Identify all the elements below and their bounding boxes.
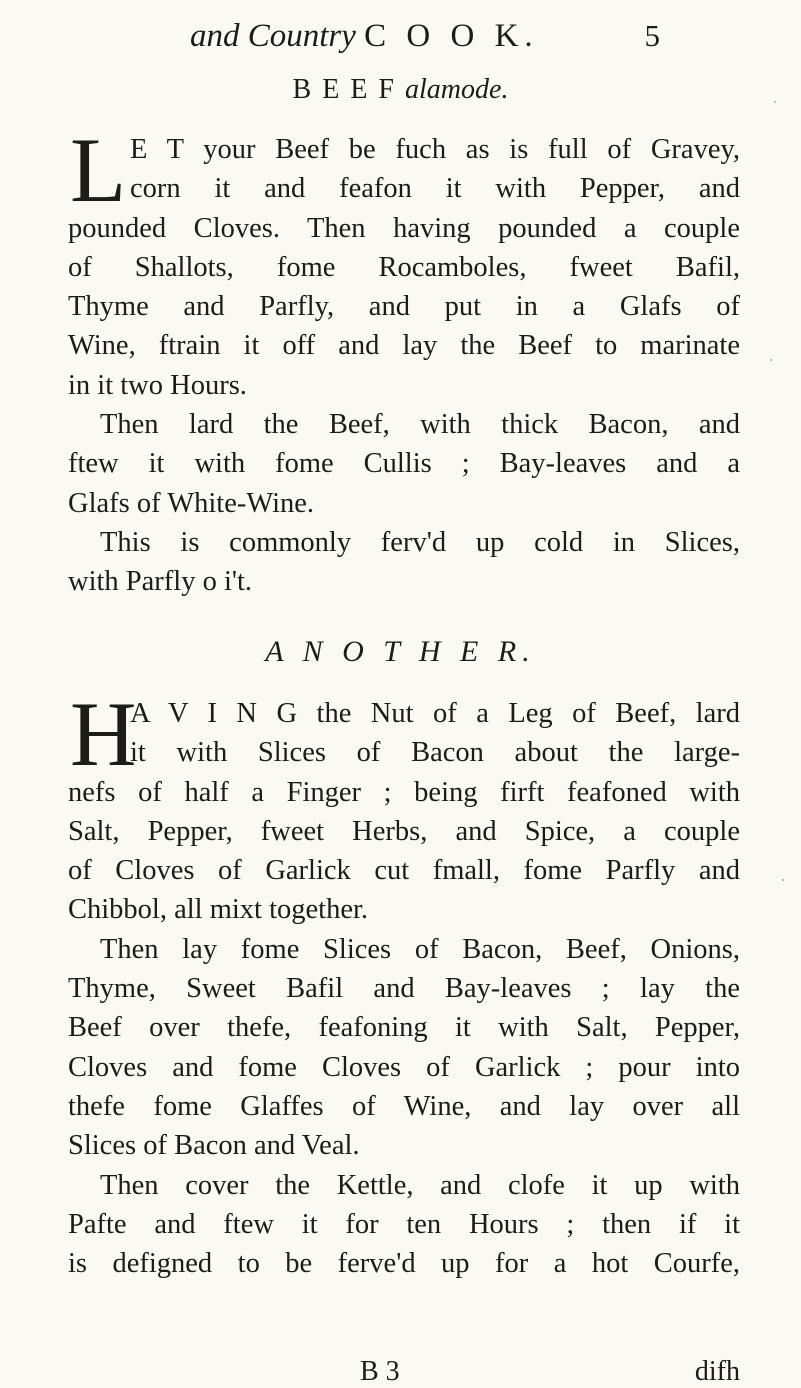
recipe-heading-main: B E E F [292, 74, 397, 105]
text-line: E T your Beef be fuch as is full of Gravey, [130, 134, 740, 165]
page-number: 5 [644, 18, 660, 53]
text-line: it with Slices of Bacon about the large- [130, 737, 740, 769]
drop-cap: L [70, 119, 127, 221]
signature-mark: B 3 [360, 1356, 400, 1387]
text-line: Wine, ftrain it off and lay the Beef to marinate [68, 330, 740, 362]
text-line: with Parfly o i't. [68, 566, 253, 598]
text-line: Beef over thefe, feafoning it with Salt, Pepper, [68, 1012, 740, 1044]
recipe-body-beef-alamode [68, 119, 740, 602]
text-line: Then lay fome Slices of Bacon, Beef, Onions, [100, 933, 740, 965]
paper-speck: · [772, 92, 778, 112]
text-line: Salt, Pepper, fweet Herbs, and Spice, a couple [68, 815, 740, 847]
text-line: of Shallots, fome Rocamboles, fweet Bafil, [68, 251, 740, 283]
text-line: Slices of Bacon and Veal. [68, 1130, 360, 1162]
text-line: corn it and feafon it with Pepper, and [130, 173, 740, 205]
text-line: A V I N G the Nut of a Leg of Beef, lard [130, 698, 740, 729]
paper-speck: · [780, 870, 786, 890]
text-line: ftew it with fome Cullis ; Bay-leaves and a [68, 448, 740, 480]
text-line: Then cover the Kettle, and clofe it up with [100, 1169, 740, 1201]
text-line: Then lard the Beef, with thick Bacon, and [100, 409, 740, 441]
running-head [170, 16, 660, 56]
text-line: nefs of half a Finger ; being firft feafoned with [68, 776, 740, 808]
text-line: in it two Hours. [68, 369, 247, 401]
text-line: of Cloves of Garlick cut fmall, fome Parfly and [68, 855, 740, 887]
running-head-title-italic: and Country [190, 18, 356, 54]
recipe-heading-sub: alamode. [405, 74, 509, 105]
text-line: Chibbol, all mixt together. [68, 894, 369, 926]
text-line: pounded Cloves. Then having pounded a couple [68, 212, 740, 244]
recipe-heading-another: A N O T H E R. [265, 635, 536, 668]
text-line: is defigned to be ferve'd up for a hot Courfe, [68, 1248, 740, 1280]
running-head-title [190, 16, 539, 56]
recipe-body-another [68, 683, 740, 1283]
recipe-heading-beef-alamode [0, 72, 801, 108]
text-line: thefe fome Glaffes of Wine, and lay over all [68, 1090, 740, 1122]
text-line: Cloves and fome Cloves of Garlick ; pour into [68, 1051, 740, 1083]
text-line: Thyme, Sweet Bafil and Bay-leaves ; lay the [68, 973, 740, 1005]
catchword: difh [694, 1356, 740, 1387]
text-line: Glafs of White-Wine. [68, 487, 315, 519]
paper-speck: · [768, 350, 774, 370]
text-line: Thyme and Parfly, and put in a Glafs of [68, 291, 740, 323]
text-line: Pafte and ftew it for ten Hours ; then if it [68, 1208, 740, 1240]
drop-cap: H [70, 683, 137, 785]
text-line: This is commonly ferv'd up cold in Slices, [100, 526, 740, 558]
running-head-title-cook: C O O K. [364, 18, 539, 54]
